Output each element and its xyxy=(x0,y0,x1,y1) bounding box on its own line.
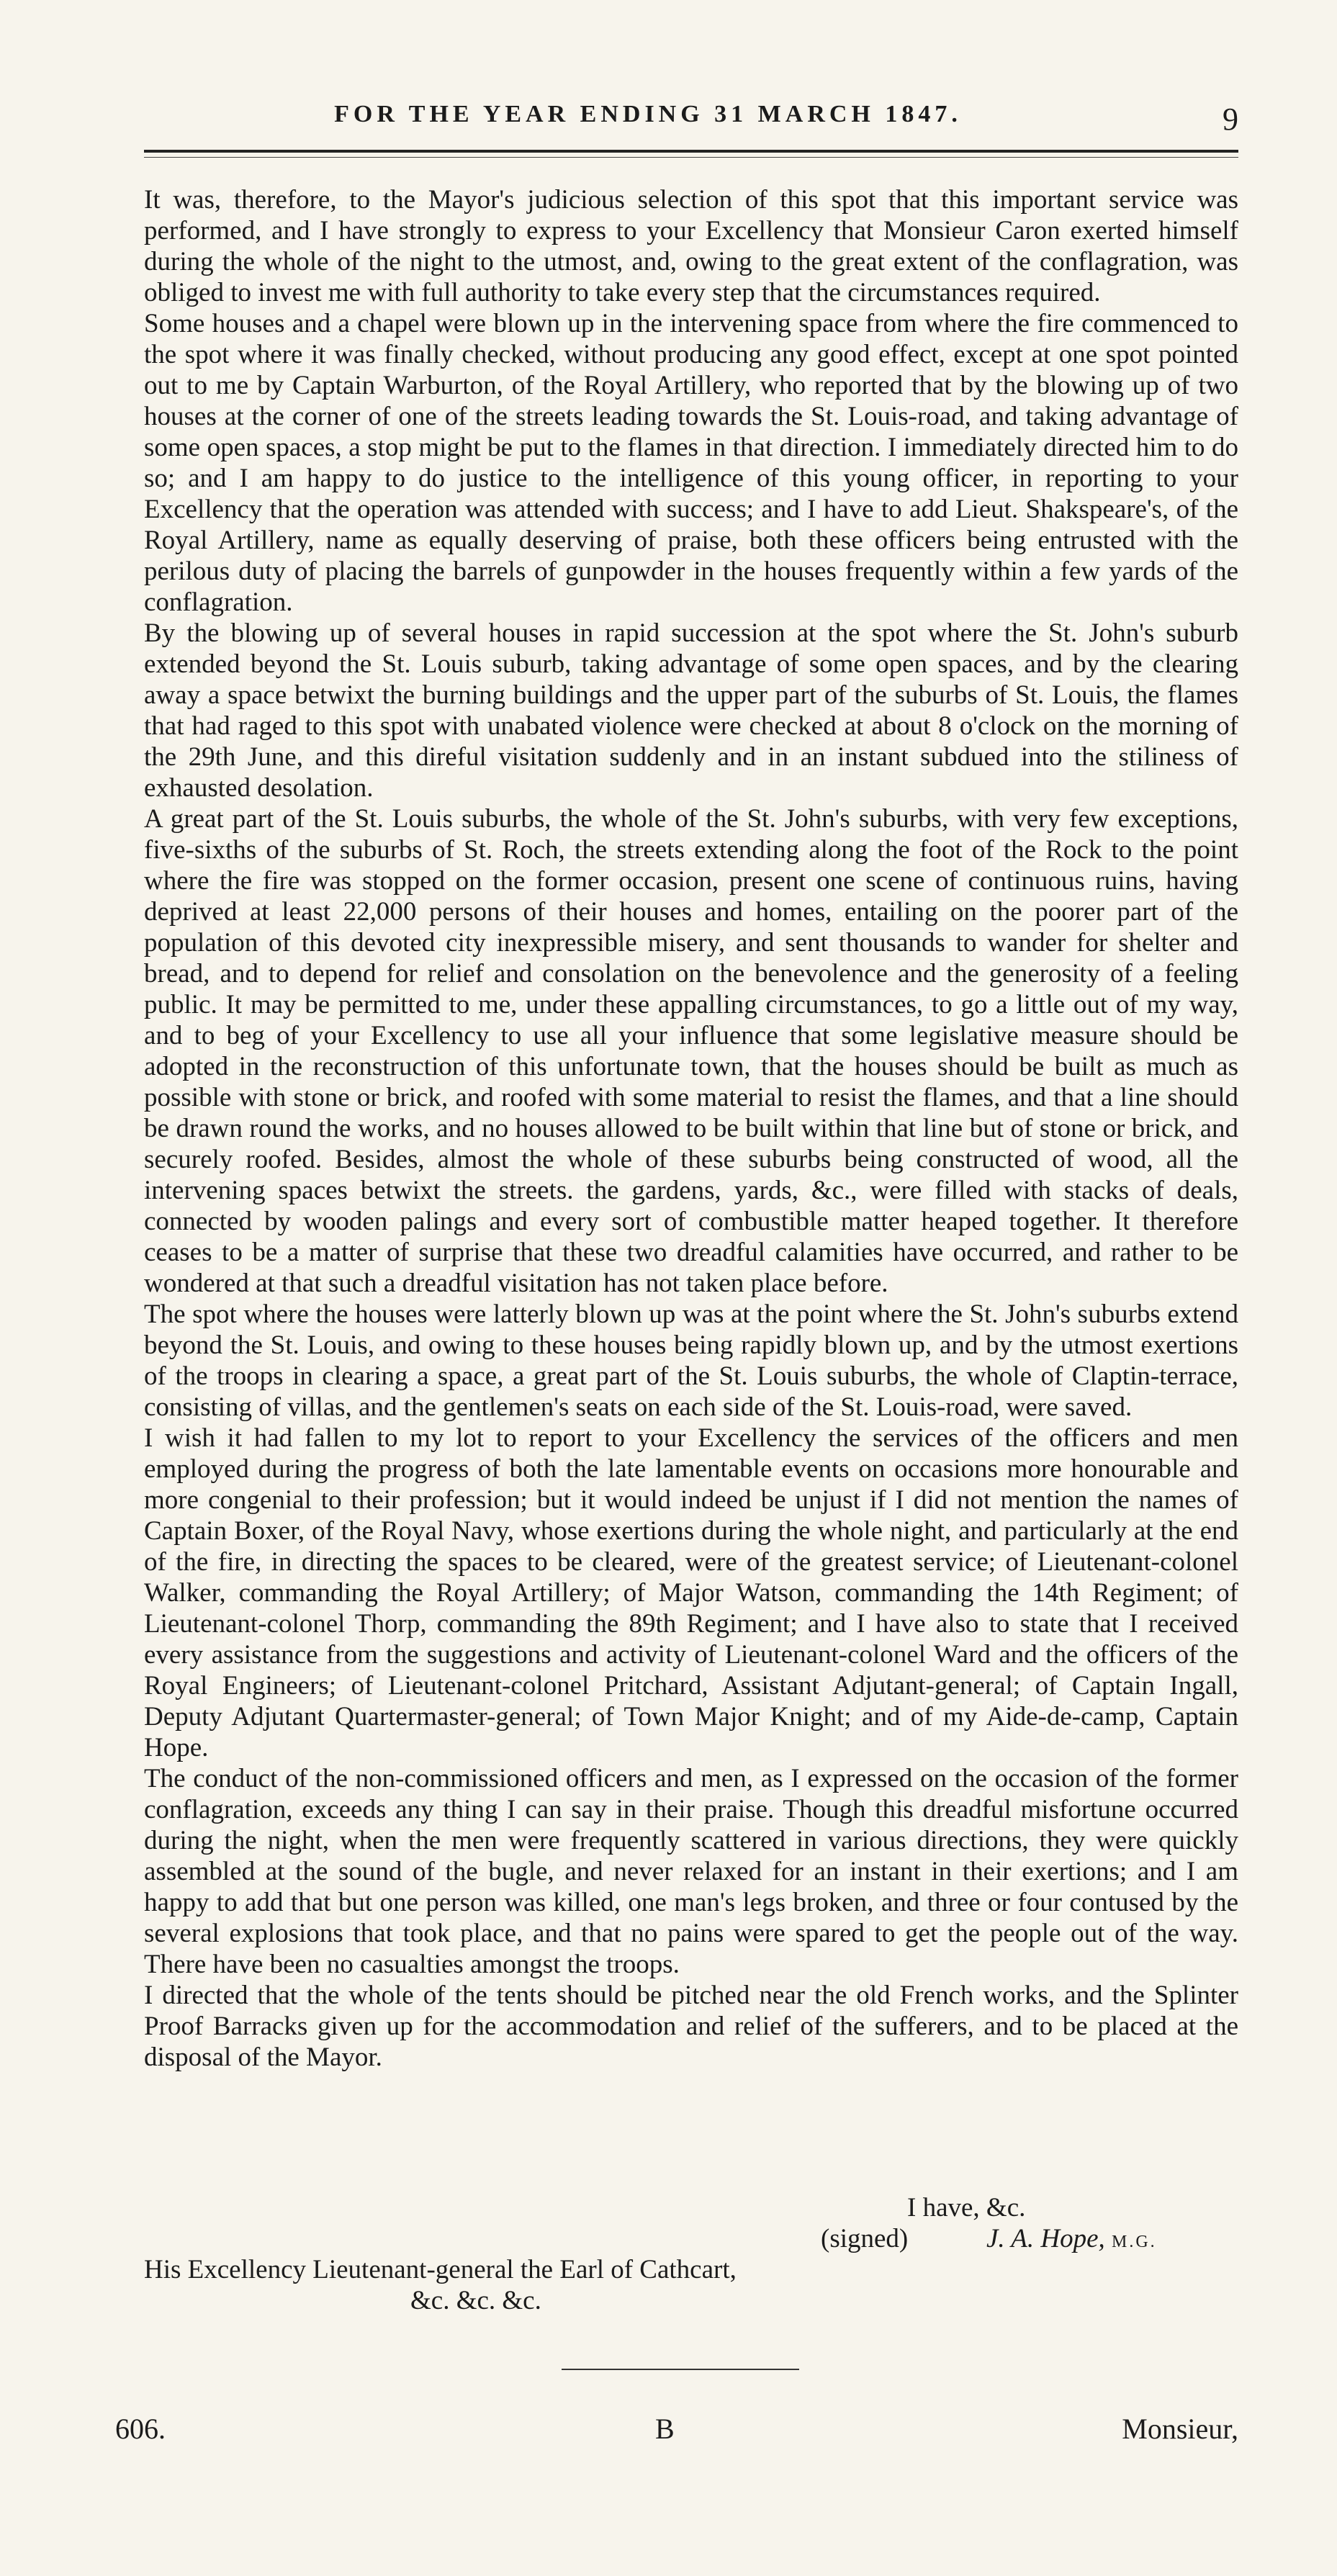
paragraph-4: A great part of the St. Louis suburbs, the whole of the St. John's suburbs, with very few exceptions, five-sixths of the suburbs of St. Roch, the streets extending along the foot of the Rock to the point where the fire was stopped on the former occasion, present one scene of continuous ruins, having deprived at least 22,000 persons of their houses and homes, entailing on the poorer part of the population of this devoted city inexpressible misery, and sent thousands to wander for shelter and bread, and to depend for relief and consolation on the benevolence and the generosity of a feeling public. It may be permitted to me, under these appalling circumstances, to go a little out of my way, and to beg of your Excellency to use all your influence that some legislative measure should be adopted in the reconstruction of this unfortunate town, that the houses should be built as much as possible with stone or brick, and roofed with some material to resist the flames, and that a line should be drawn round the works, and no houses allowed to be built within that line but of stone or brick, and securely roofed. Besides, almost the whole of these suburbs being constructed of wood, all the intervening spaces betwixt the streets. the gardens, yards, &c., were filled with stacks of deals, connected by wooden palings and every sort of combustible matter heaped together. It therefore ceases to be a matter of surprise that these two dreadful calamities have occurred, and rather to be wondered at that such a dreadful visitation has not taken place before. xyxy=(144,804,1238,1298)
footer-rule xyxy=(562,2369,799,2370)
paragraph-7: The conduct of the non-commissioned officers and men, as I expressed on the occasion of the former conflagration, exceeds any thing I can say in their praise. Though this dreadful misfortune occurred during the night, when the men were frequently scattered in various directions, they were quickly assembled at the sound of the bugle, and never relaxed for an instant in their exertions; and I am happy to add that but one person was killed, one man's legs broken, and three or four contused by the several explosions that took place, and that no pains were spared to get the people out of the way. There have been no casualties amongst the troops. xyxy=(144,1764,1238,1979)
printer-signature-mark: B xyxy=(655,2413,675,2445)
letter-closing xyxy=(144,2192,1238,2316)
page-footer xyxy=(115,2412,1238,2455)
complimentary-close: I have, &c. xyxy=(907,2193,1026,2223)
signature xyxy=(986,2223,1157,2258)
header-rule-thick xyxy=(144,150,1238,153)
catchword: Monsieur, xyxy=(1122,2413,1238,2445)
paragraph-3: By the blowing up of several houses in rapid succession at the spot where the St. John's suburb extended beyond the St. Louis suburb, taking advantage of some open spaces, and by the clearing away a space betwixt the burning buildings and the upper part of the suburbs of St. Louis, the flames that had raged to this spot with unabated violence were checked at about 8 o'clock on the morning of the 29th June, and this direful visitation suddenly and in an instant subdued into the stiliness of exhausted desolation. xyxy=(144,618,1238,803)
signed-label: (signed) xyxy=(821,2224,909,2253)
paragraph-2: Some houses and a chapel were blown up in the intervening space from where the fire commenced to the spot where it was finally checked, without producing any good effect, except at one spot pointed out to me by Captain Warburton, of the Royal Artillery, who reported that by the blowing up of two houses at the corner of one of the streets leading towards the St. Louis-road, and taking advantage of some open spaces, a stop might be put to the flames in that direction. I immediately directed him to do so; and I am happy to do justice to the intelligence of this young officer, in reporting to your Excellency that the operation was attended with success; and I have to add Lieut. Shakspeare's, of the Royal Artillery, name as equally deserving of praise, both these officers being entrusted with the perilous duty of placing the barrels of gunpowder in the houses frequently within a few yards of the conflagration. xyxy=(144,309,1238,617)
addressee-etc: &c. &c. &c. xyxy=(410,2286,541,2315)
signature-name: J. A. Hope, xyxy=(986,2224,1105,2253)
page-header xyxy=(144,101,1238,144)
sheet-number: 606. xyxy=(115,2413,166,2445)
addressee: His Excellency Lieutenant-general the Earl of Cathcart, xyxy=(144,2255,737,2284)
letter-body xyxy=(144,184,1238,2073)
page-number: 9 xyxy=(1223,102,1238,137)
paragraph-5: The spot where the houses were latterly blown up was at the point where the St. John's suburbs extend beyond the St. Louis, and owing to these houses being rapidly blown up, and by the utmost exertions of the troops in clearing a space, a great part of the St. Louis suburbs, the whole of Claptin-terrace, consisting of villas, and the gentlemen's seats on each side of the St. Louis-road, were saved. xyxy=(144,1300,1238,1422)
running-head: FOR THE YEAR ENDING 31 MARCH 1847. xyxy=(334,101,962,127)
paragraph-8: I directed that the whole of the tents should be pitched near the old French works, and the Splinter Proof Barracks given up for the accommodation and relief of the sufferers, and to be placed at the disposal of the Mayor. xyxy=(144,1981,1238,2072)
header-rule-thin xyxy=(144,157,1238,158)
paragraph-1: It was, therefore, to the Mayor's judicious selection of this spot that this important service was performed, and I have strongly to express to your Excellency that Monsieur Caron exerted himself during the whole of the night to the utmost, and, owing to the great extent of the conflagration, was obliged to invest me with full authority to take every step that the circumstances required. xyxy=(144,185,1238,307)
signature-rank: M.G. xyxy=(1112,2233,1157,2251)
paragraph-6: I wish it had fallen to my lot to report to your Excellency the services of the officers and men employed during the progress of both the late lamentable events on occasions more honourable and more congenial to their profession; but it would indeed be unjust if I did not mention the names of Captain Boxer, of the Royal Navy, whose exertions during the whole night, and particularly at the end of the fire, in directing the spaces to be cleared, were of the greatest service; of Lieutenant-colonel Walker, commanding the Royal Artillery; of Major Watson, commanding the 14th Regiment; of Lieutenant-colonel Thorp, commanding the 89th Regiment; and I have also to state that I received every assistance from the suggestions and activity of Lieutenant-colonel Ward and the officers of the Royal Engineers; of Lieutenant-colonel Pritchard, Assistant Adjutant-general; of Captain Ingall, Deputy Adjutant Quartermaster-general; of Town Major Knight; and of my Aide-de-camp, Captain Hope. xyxy=(144,1423,1238,1762)
